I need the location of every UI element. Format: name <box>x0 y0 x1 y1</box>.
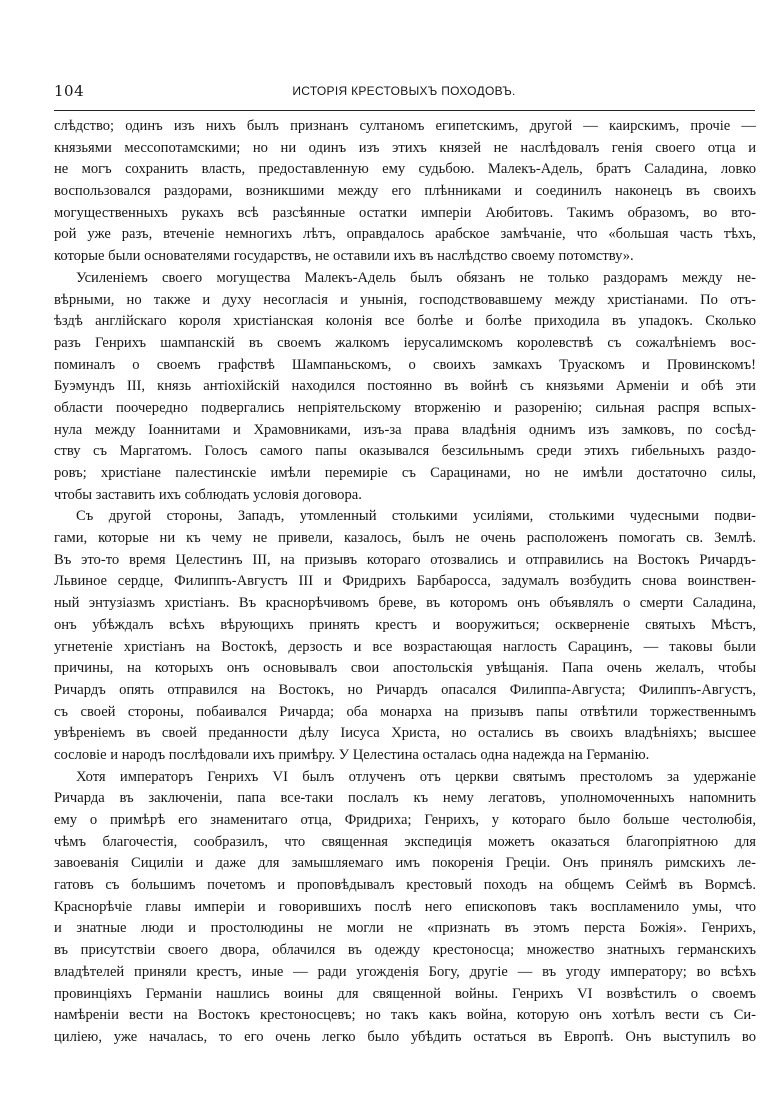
paragraph <box>54 268 756 507</box>
text-line: могущественныхъ рукахъ всѣ разсѣянные остатки имперіи Аюбитовъ. Такимъ образомъ, во вто- <box>54 204 756 221</box>
text-line: Усиленіемъ своего могущества Малекъ-Адель былъ обязанъ не только раздорамъ между не- <box>76 269 756 286</box>
text-line: ѣздѣ англійскаго короля христіанская колонія все болѣе и болѣе приходила въ упадокъ. Сколько <box>54 313 756 330</box>
text-line: въ присутствіи своего двора, облачился въ одежду крестоносца; множество знатныхъ германскихъ <box>54 942 756 959</box>
text-line: нула между Іоаннитами и Храмовниками, изъ-за права владѣнія однимъ изъ замковъ, по сосѣд- <box>54 421 756 438</box>
text-line: гами, которые ни къ чему не привели, казалось, былъ не очень расположенъ помогать св. Землѣ. <box>54 530 756 547</box>
header-rule <box>54 110 755 111</box>
text-line: князьями мессопотамскими; но ни одинъ изъ этихъ князей не наслѣдовалъ генія своего отца и <box>54 139 756 156</box>
text-line: съ своей стороны, побаивался Ричарда; оба монарха на призывъ папы отвѣтили торжественнымъ <box>54 703 756 720</box>
text-line: области поочередно подвергались непріятельскому вторженію и разоренію; сильная распря вспых- <box>54 399 756 416</box>
text-line: угнетеніе христіанъ на Востокѣ, дерзость и все возрастающая наглость Сарацинъ, — таковы были <box>54 638 756 655</box>
text-line: воспользовался раздорами, возникшими между его плѣнниками и соединилъ наконецъ въ своихъ <box>54 183 756 200</box>
text-line: провинціяхъ Германіи нашлись воины для священной войны. Генрихъ VI возвѣстилъ о своемъ <box>54 985 756 1002</box>
text-line: сословіе и народъ послѣдовали ихъ примѣру. У Целестина осталась одна надежда на Германію. <box>54 746 650 763</box>
text-line: ровъ; христіане палестинскіе имѣли перемиріе съ Сарацинами, но не имѣли достаточно силы, <box>54 465 756 481</box>
text-line: завоеванія Сициліи и даже для замышляемаго имъ покоренія Греціи. Онъ принялъ римскихъ ле- <box>54 855 756 872</box>
text-line: увѣреніемъ въ своей преданности дѣлу Іисуса Христа, но остались въ своихъ владѣніяхъ; высшее <box>54 725 756 742</box>
text-line: ный энтузіазмъ христіанъ. Въ краснорѣчивомъ бреве, въ которомъ онъ объявлялъ о смерти Саладина, <box>54 595 756 612</box>
text-line: Львиное сердце, Филиппъ-Августъ III и Фридрихъ Барбаросса, задумалъ возбудить снова воинствен- <box>54 573 756 590</box>
page-number: 104 <box>54 82 85 100</box>
paragraph <box>54 767 756 1049</box>
text-line: ству съ Маргатомъ. Голосъ самого папы оказывался безсильнымъ среди этихъ гибельныхъ раздо- <box>54 443 756 460</box>
page-header <box>54 82 754 104</box>
paragraph <box>54 116 756 268</box>
text-line: Буэмундъ III, князь антіохійскій находился постоянно въ войнѣ съ князьями Арменіи и обѣ эти <box>54 378 756 395</box>
text-line: которые были основателями государствъ, не оставили ихъ въ наслѣдство своему потомству». <box>54 248 634 265</box>
text-line: онъ убѣждалъ всѣхъ вѣрующихъ принять крестъ и вооружиться; оскверненіе святыхъ Мѣстъ, <box>54 616 756 633</box>
text-line: владѣтелей приняли крестъ, иные — ради угожденія Богу, другіе — въ угоду императору; во всѣхъ <box>54 963 756 980</box>
text-line: гатовъ съ большимъ почетомъ и проповѣдывалъ крестовый походъ на общемъ Сеймѣ въ Вормсѣ. <box>54 877 756 894</box>
text-line: не могъ сохранить власть, предоставленную ему судьбою. Малекъ-Адель, братъ Саладина, ловко <box>54 161 756 178</box>
text-line: Ричарда въ заключеніи, папа все-таки послалъ къ нему легатовъ, уполномоченныхъ напомнить <box>54 790 756 807</box>
text-line: поминалъ о своемъ графствѣ Шампаньскомъ, о своихъ замкахъ Труаскомъ и Провинскомъ! <box>54 356 756 373</box>
text-line: чтобы заставить ихъ соблюдать условія договора. <box>54 486 362 503</box>
text-line: разъ Генрихъ шампанскій въ своемъ жалкомъ іерусалимскомъ королевствѣ съ сожалѣніемъ вос- <box>54 334 756 351</box>
text-line: слѣдство; одинъ изъ нихъ былъ признанъ султаномъ египетскимъ, другой — каирскимъ, прочіе — <box>54 118 756 134</box>
text-line: Съ другой стороны, Западъ, утомленный столькими усиліями, столькими чудесными подви- <box>76 508 756 525</box>
text-line: рой уже разъ, втеченіе немногихъ лѣтъ, оправдалось арабское замѣчаніе, что «большая часть тѣхъ, <box>54 226 756 243</box>
text-line: Ричардъ опять отправился на Востокъ, но Ричардъ опасался Филиппа-Августа; Филиппъ-Августъ, <box>54 681 756 698</box>
text-line: ему о примѣрѣ его знаменитаго отца, Фридриха; Генрихъ, у котораго было больше честолюбія, <box>54 812 756 828</box>
text-line: причины, на которыхъ онъ основывалъ свои апостольскія увѣщанія. Папа очень желалъ, чтобы <box>54 660 756 677</box>
running-title: ИСТОРІЯ КРЕСТОВЫХЪ ПОХОДОВЪ. <box>292 84 516 98</box>
text-line: Въ это-то время Целестинъ III, на призывъ котораго отозвались и отправились на Востокъ Ричардъ- <box>54 551 756 568</box>
text-line: вѣрными, но также и духу несогласія и унынія, господствовавшему между христіанами. По отъ- <box>54 291 756 308</box>
text-line: чѣмъ благочестія, сообразилъ, что священная экспедиція можетъ оказаться благопріятною для <box>54 833 756 850</box>
text-line: и знатные люди и простолюдины не могли не «признать въ этомъ перста Божія». Генрихъ, <box>54 920 756 937</box>
paragraph <box>54 506 756 766</box>
body-text <box>54 116 756 1049</box>
text-line: Хотя императоръ Генрихъ VI былъ отлученъ отъ церкви святымъ престоломъ за удержаніе <box>76 768 756 785</box>
text-line: циліею, уже началась, то его очень легко было убѣдить остаться въ Европѣ. Онъ выступилъ во <box>54 1028 756 1045</box>
text-line: Краснорѣчіе главы имперіи и говорившихъ послѣ него епископовъ такъ воспламенило умы, что <box>54 898 756 915</box>
text-line: намѣреніи вести на Востокъ крестоносцевъ; но такъ какъ война, которую онъ хотѣлъ вести съ Си- <box>54 1007 756 1024</box>
